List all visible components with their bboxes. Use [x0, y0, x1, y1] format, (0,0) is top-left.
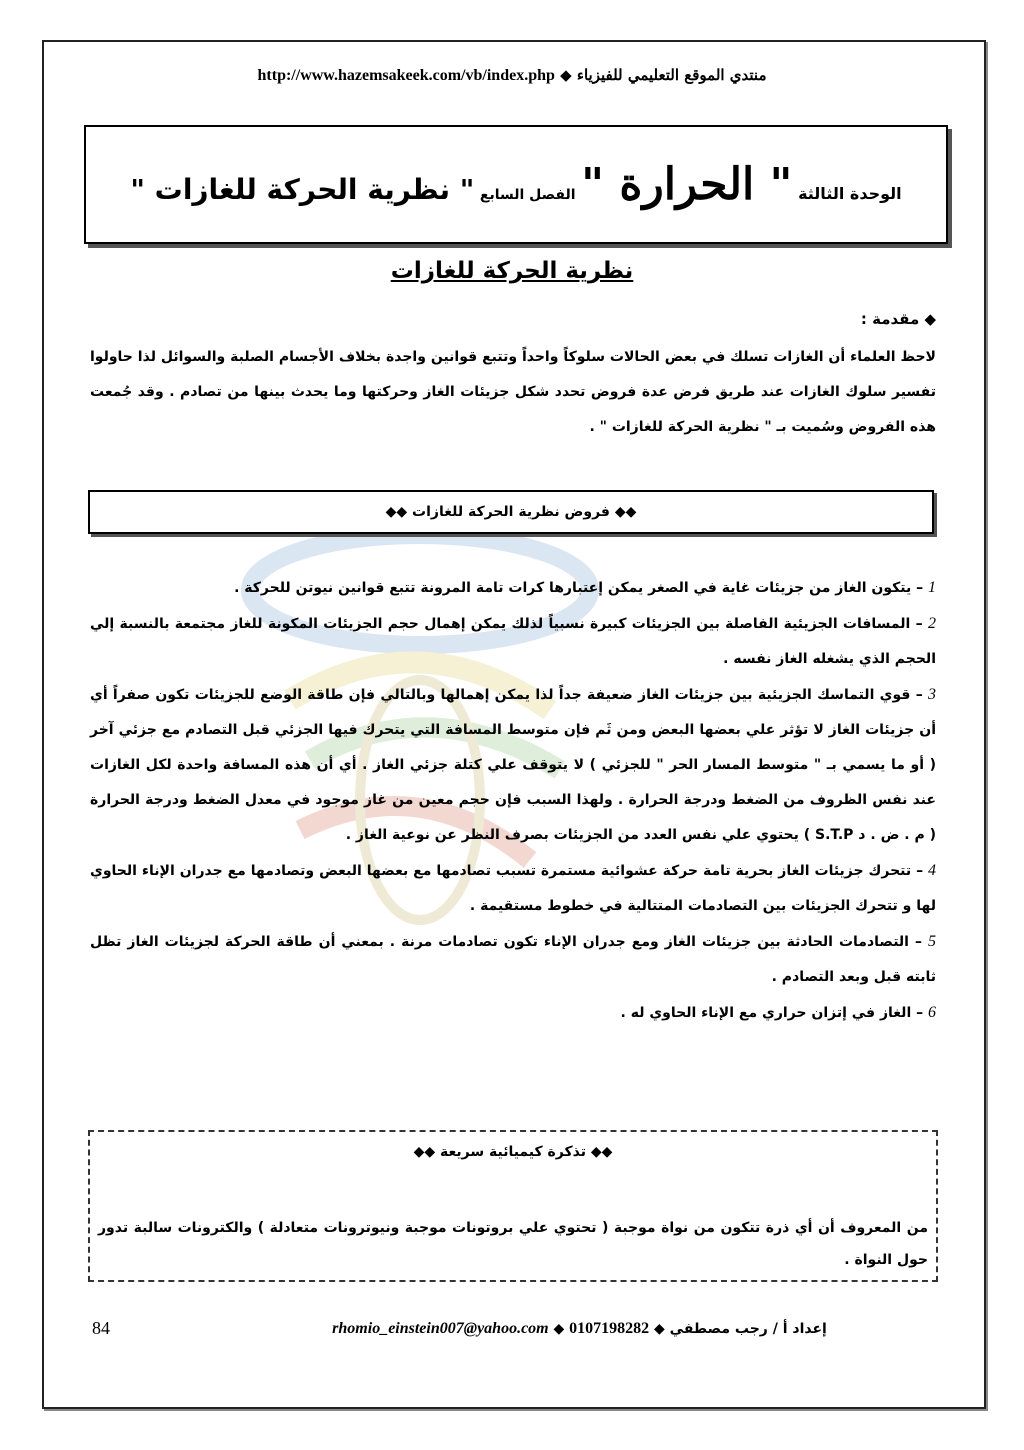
reminder-title: ◆◆ تذكرة كيميائية سريعة ◆◆ [413, 1144, 613, 1160]
item-text: يتكون الغاز من جزيئات غاية في الصغر يمكن إعتبارها كرات تامة المرونة تتبع قوانين نيوتن للحركة . [234, 580, 912, 596]
footer-separator: ◆ [553, 1321, 565, 1337]
item-text: قوي التماسك الجزيئية بين جزيئات الغاز ضعيفة جداً لذا يمكن إهمالها وبالتالي فإن طاقة الوضع للجزيئات تكون صفراً أي أن جزيئات الغاز لا تؤثر علي بعضها البعض ومن ثَم فإن متوسط المسافة التي يتحرك فيها الجزئي قبل التصادم مع جزئي آخر ( أو ما يسمي بـ " متوسط المسار الحر " للجزئي ) لا يتوقف علي كتلة جزئي الغاز . أي أن هذه المسافة واحدة لكل الغازات عند نفس الظروف من الضغط ودرجة الحرارة . ولهذا السبب فإن حجم معين من غاز موجود في معدل الضغط ودرجة الحرارة ( م . ض . د S.T.P ) يحتوي علي نفس العدد من الجزيئات بصرف النظر عن نوعية الغاز . [90, 687, 936, 843]
item-text: الغاز في إتزان حراري مع الإناء الحاوي له . [620, 1005, 912, 1021]
list-item: 5 – التصادمات الحادثة بين جزيئات الغاز ومع جدران الإناء تكون تصادمات مرنة . بمعني أن طاقة الحركة لجزيئات الغاز تظل ثابته قبل وبعد التصادم . [90, 933, 936, 985]
author-email[interactable]: rhomio_einstein007@yahoo.com [332, 1320, 549, 1337]
unit-label: الوحدة الثالثة [798, 184, 902, 203]
footer-separator: ◆ [654, 1321, 665, 1337]
list-item: 3 – قوي التماسك الجزيئية بين جزيئات الغاز ضعيفة جداً لذا يمكن إهمالها وبالتالي فإن طاقة الوضع للجزيئات تكون صفراً أي أن جزيئات الغاز لا تؤثر علي بعضها البعض ومن ثَم فإن متوسط المسافة التي يتحرك فيها الجزئي قبل التصادم مع جزئي آخر ( أو ما يسمي بـ " متوسط المسار الحر " للجزئي ) لا يتوقف علي كتلة جزئي الغاز . أي أن هذه المسافة واحدة لكل الغازات عند نفس الظروف من الضغط ودرجة الحرارة . ولهذا السبب فإن حجم معين من غاز موجود في معدل الضغط ودرجة الحرارة ( م . ض . د S.T.P ) يحتوي علي نفس العدد من الجزيئات بصرف النظر عن نوعية الغاز . [90, 686, 937, 843]
author-phone: 0107198282 [569, 1320, 650, 1337]
title-line [86, 159, 946, 210]
list-item: 2 – المسافات الجزيئية الفاصلة بين الجزيئات كبيرة نسبياً لذلك يمكن إهمال حجم الجزيئات المكونة للغاز مجتمعة بالنسبة إلي الحجم الذي يشغله الغاز نفسه . [90, 615, 936, 667]
hypotheses-heading: ◆◆ فروض نظرية الحركة للغازات ◆◆ [88, 490, 934, 534]
unit-name: " الحرارة " [581, 159, 793, 210]
page-number: 84 [92, 1318, 110, 1338]
intro-label: ◆ مقدمة : [860, 310, 936, 328]
item-text: المسافات الجزيئية الفاصلة بين الجزيئات كبيرة نسبياً لذلك يمكن إهمال حجم الجزيئات المكونة للغاز مجتمعة بالنسبة إلي الحجم الذي يشغله الغاز نفسه . [90, 616, 936, 667]
item-number: 4 [928, 862, 937, 879]
section-heading: نظرية الحركة للغازات [390, 258, 634, 284]
reminder-text: من المعروف أن أي ذرة تتكون من نواة موجبة ( تحتوي علي بروتونات موجبة ونيوترونات متعادلة ) والكترونات سالبة تدور حول النواة . [98, 1220, 928, 1268]
item-number: 1 [928, 579, 936, 596]
item-text: التصادمات الحادثة بين جزيئات الغاز ومع جدران الإناء تكون تصادمات مرنة . بمعني أن طاقة الحركة لجزيئات الغاز تظل ثابته قبل وبعد التصادم . [90, 934, 936, 985]
intro-paragraph: لاحظ العلماء أن الغازات تسلك في بعض الحالات سلوكاً واحداً وتتبع قوانين واجدة بخلاف الأجسام الصلبة والسوائل لذا حاولوا تفسير سلوك الغازات عند طريق فرض عدة فروض تحدد شكل جزيئات الغاز وحركتها وما يحدث بينها من تصادم . وقد جُمعت هذه الفروض وسُميت بـ " نظرية الحركة للغازات " . [90, 349, 936, 435]
list-item: 6 – الغاز في إتزان حراري مع الإناء الحاوي له . [620, 1004, 936, 1021]
page-header [0, 66, 1024, 85]
author-name: إعداد أ / رجب مصطفي [669, 1321, 827, 1337]
chapter-name: " نظرية الحركة للغازات " [130, 173, 475, 206]
chapter-label: الفصل السابع [479, 187, 576, 203]
item-number: 6 [928, 1004, 936, 1021]
forum-name: منتدي الموقع التعليمي للفيزياء [576, 66, 767, 84]
item-number: 2 [928, 615, 936, 632]
list-item: 1 – يتكون الغاز من جزيئات غاية في الصغر يمكن إعتبارها كرات تامة المرونة تتبع قوانين نيوتن للحركة . [234, 579, 936, 596]
item-number: 3 [928, 686, 937, 703]
list-item: 4 – تتحرك جزيئات الغاز بحرية تامة حركة عشوائية مستمرة تسبب تصادمها مع بعضها البعض وتصادمها مع جدران الإناء الحاوي لها و تتحرك الجزيئات بين التصادمات المتتالية في خطوط مستقيمة . [90, 862, 937, 914]
reminder-box [88, 1130, 938, 1282]
item-number: 5 [928, 933, 936, 950]
hypotheses-list [90, 570, 936, 1031]
site-url[interactable]: http://www.hazemsakeek.com/vb/index.php [257, 67, 555, 84]
title-box [84, 125, 948, 244]
footer-credits [240, 1320, 919, 1338]
item-text: تتحرك جزيئات الغاز بحرية تامة حركة عشوائية مستمرة تسبب تصادمها مع بعضها البعض وتصادمها مع جدران الإناء الحاوي لها و تتحرك الجزيئات بين التصادمات المتتالية في خطوط مستقيمة . [90, 863, 936, 914]
header-separator: ◆ [560, 66, 572, 84]
page-footer [0, 1318, 1024, 1358]
